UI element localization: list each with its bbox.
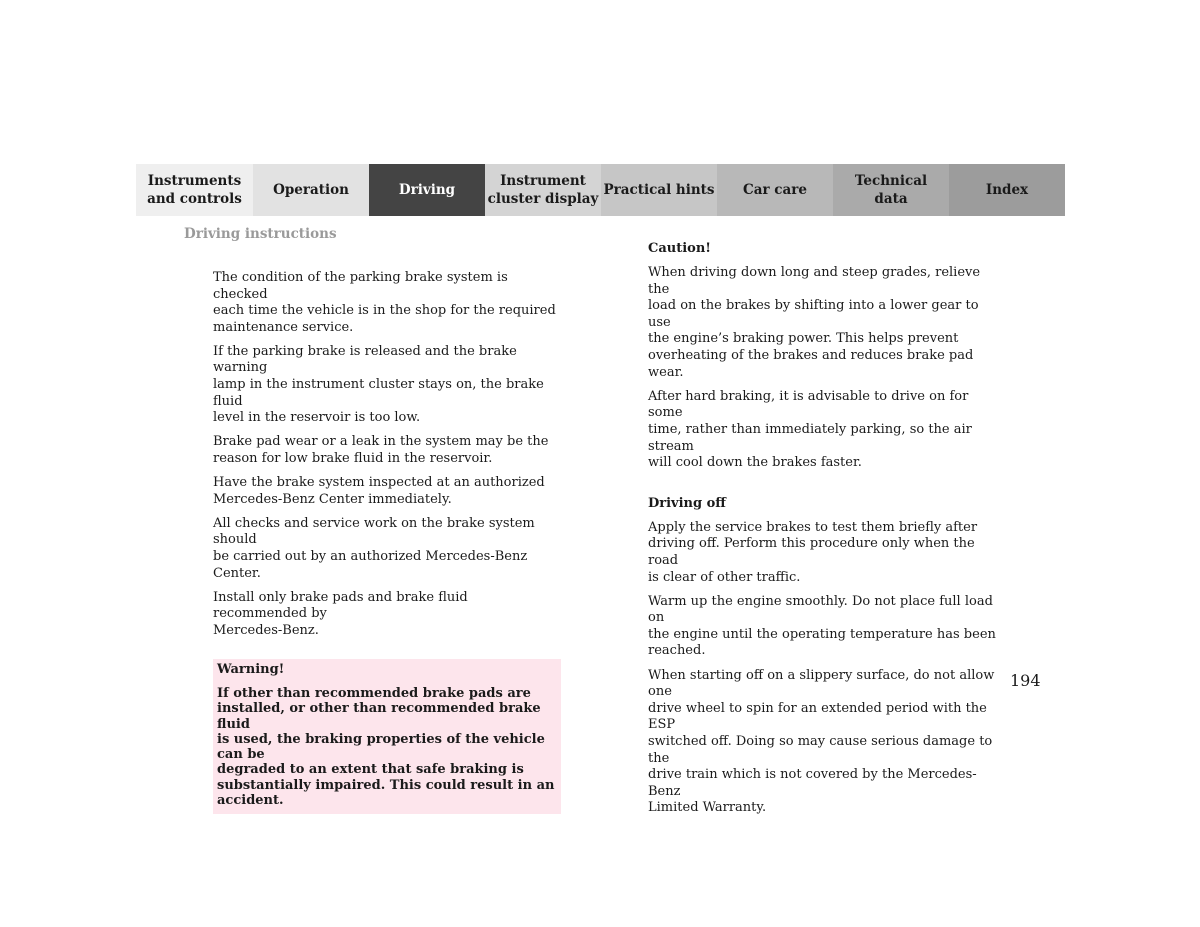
driving-off-title: Driving off — [648, 495, 726, 511]
left-column — [213, 270, 565, 814]
paragraph: Brake pad wear or a leak in the system may be the reason for low brake fluid in the reservoir. — [213, 434, 549, 466]
tab-driving[interactable]: Driving — [369, 164, 485, 216]
tab-technical-data[interactable]: Technical data — [833, 164, 949, 216]
paragraph: Warm up the engine smoothly. Do not place full load on the engine until the operating temperature has been reached. — [648, 593, 996, 659]
tab-car-care[interactable]: Car care — [717, 164, 833, 216]
paragraph: All checks and service work on the brake system should be carried out by an authorized Mercedes-Benz Center. — [213, 515, 535, 581]
paragraph: When driving down long and steep grades, relieve the load on the brakes by shifting into a lower gear to use the engine’s braking power. This helps prevent overheating of the brakes and reduces brake pad wear. — [648, 265, 981, 380]
paragraph: Have the brake system inspected at an authorized Mercedes-Benz Center immediately. — [213, 475, 545, 507]
paragraph: The condition of the parking brake system is checked each time the vehicle is in the shop for the required maintenance service. — [213, 270, 556, 335]
tab-index[interactable]: Index — [949, 164, 1065, 216]
paragraph: Apply the service brakes to test them briefly after driving off. Perform this procedure only when the road is clear of other traffic. — [648, 519, 978, 585]
paragraph: If the parking brake is released and the brake warning lamp in the instrument cluster stays on, the brake fluid level in the reservoir is too low. — [213, 343, 544, 426]
warning-title: Warning! — [217, 662, 285, 678]
tab-instrument-cluster-display[interactable]: Instrument cluster display — [485, 164, 601, 216]
paragraph: Install only brake pads and brake fluid recommended by Mercedes-Benz. — [213, 589, 468, 638]
paragraph: After hard braking, it is advisable to drive on for some time, rather than immediately parking, so the air stream will cool down the brakes faster. — [648, 388, 972, 471]
caution-title: Caution! — [648, 241, 711, 256]
warning-body: If other than recommended brake pads are installed, or other than recommended brake fluid is used, the braking properties of the vehicle can be degraded to an extent that safe braking is substantially impaired. This could result in an accident. — [217, 685, 555, 809]
paragraph: When starting off on a slippery surface, do not allow one drive wheel to spin for an extended period with the ESP switched off. Doing so may cause serious damage to the drive train which is not covered by the Mercedes-Benz Limited Warranty. — [648, 667, 995, 816]
tab-instruments-and-controls[interactable]: Instruments and controls — [136, 164, 253, 216]
section-title: Driving instructions — [184, 226, 337, 242]
tab-practical-hints[interactable]: Practical hints — [601, 164, 717, 216]
chapter-tab-bar — [136, 164, 1065, 216]
page-number: 194 — [1010, 671, 1041, 690]
warning-box — [213, 659, 561, 814]
tab-operation[interactable]: Operation — [253, 164, 369, 216]
right-column — [648, 241, 1000, 824]
